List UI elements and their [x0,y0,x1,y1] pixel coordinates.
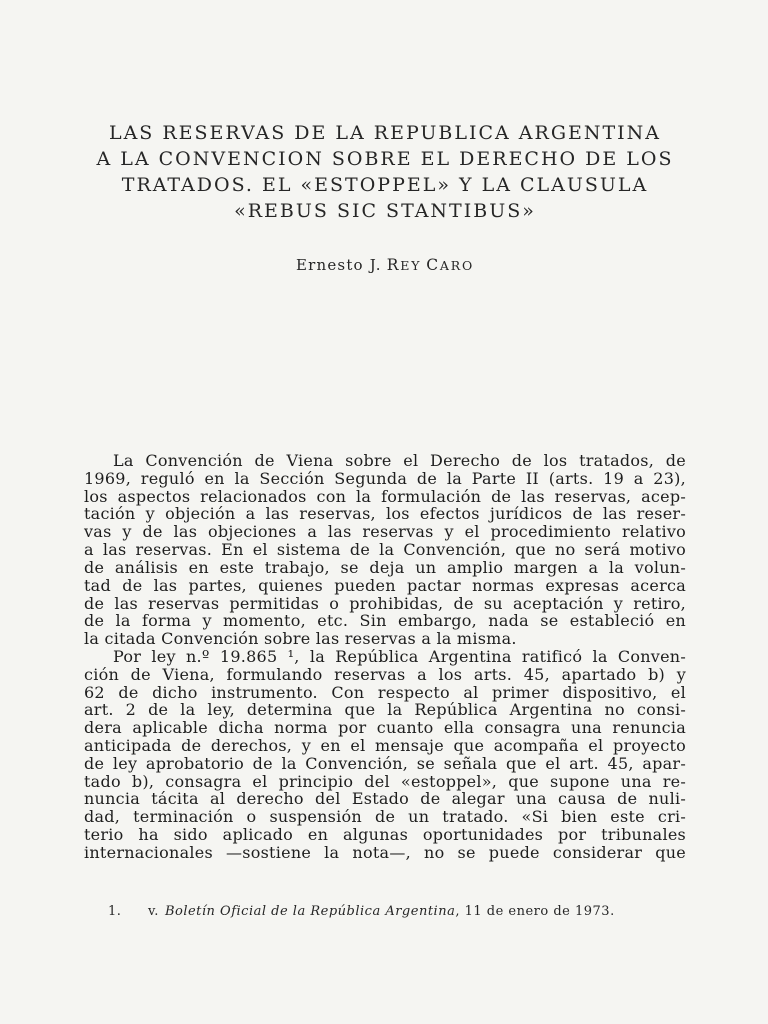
body-line [84,630,686,648]
footnote-details: , 11 de enero de 1973. [455,904,615,919]
body-line-text: de la forma y momento, etc. Sin embargo, nada se estableció en [84,611,686,631]
title-line: LAS RESERVAS DE LA REPUBLICA ARGENTINA [108,122,662,144]
body-line-text: de las reservas permitidas o prohibidas, de su aceptación y retiro, [84,593,686,613]
author-surname-word: CARO [426,256,475,274]
author-byline [84,255,686,275]
body-line-text: nuncia tácita al derecho del Estado de alegar una causa de nuli- [84,789,686,809]
article-body [84,452,686,862]
body-line-text: vas y de las objeciones a las reservas y el procedimiento relativo [84,522,686,542]
body-line-text: Por ley n.º 19.865 ¹, la República Argentina ratificó la Conven- [113,646,686,666]
body-line [84,719,686,737]
body-line [84,505,686,523]
body-line [84,755,686,773]
body-line-text: de ley aprobatorio de la Convención, se señala que el art. 45, apar- [84,753,686,773]
body-line [84,595,686,613]
body-line [84,701,686,719]
body-line [84,488,686,506]
footnote-number: 1. [108,904,122,919]
body-line-text: tación y objeción a las reservas, los efectos jurídicos de las reser- [84,504,686,524]
body-line-text: de análisis en este trabajo, se deja un amplio margen a la volun- [84,557,686,577]
footnote-source-title: Boletín Oficial de la República Argentina [164,904,456,919]
body-line-text: La Convención de Viena sobre el Derecho de los tratados, de [113,451,686,470]
body-line-text: los aspectos relacionados con la formulación de las reservas, acep- [84,486,686,506]
footnote [108,903,615,921]
paragraph [84,648,686,862]
body-line [84,737,686,755]
body-line [84,452,686,470]
body-line-text: la citada Convención sobre las reservas a la misma. [84,629,517,649]
body-line [84,826,686,844]
title-line: TRATADOS. EL «ESTOPPEL» Y LA CLAUSULA [121,174,649,196]
title-line: A LA CONVENCION SOBRE EL DERECHO DE LOS [96,148,674,170]
body-line-text: 1969, reguló en la Sección Segunda de la Parte II (arts. 19 a 23), [84,468,686,488]
body-line-text: terio ha sido aplicado en algunas oportunidades por tribunales [84,825,686,845]
body-line [84,523,686,541]
body-line-text: tad de las partes, quienes pueden pactar normas expresas acerca [84,575,686,595]
body-line [84,577,686,595]
footnote-prefix: v. [148,904,159,919]
body-line [84,808,686,826]
body-line-text: ción de Viena, formulando reservas a los arts. 45, apartado b) y [84,664,686,684]
body-line [84,470,686,488]
paragraph [84,452,686,648]
body-line-text: a las reservas. En el sistema de la Convención, que no será motivo [84,540,686,560]
body-line [84,541,686,559]
body-line [84,612,686,630]
body-line [84,666,686,684]
article-title [84,120,686,224]
body-line [84,559,686,577]
body-line-text: 62 de dicho instrumento. Con respecto al primer dispositivo, el [84,682,686,702]
body-line-text: anticipada de derechos, y en el mensaje que acompaña el proyecto [84,736,686,755]
body-line [84,773,686,791]
author-given-names: Ernesto J. [295,256,382,274]
author-surname-word: REY [386,256,422,274]
title-line: «REBUS SIC STANTIBUS» [234,200,536,222]
body-line [84,790,686,808]
body-line [84,684,686,702]
body-line-text: art. 2 de la ley, determina que la República Argentina no consi- [84,700,686,720]
body-line-text: internacionales —sostiene la nota—, no se puede considerar que [84,842,686,862]
body-line-text: dad, terminación o suspensión de un tratado. «Si bien este cri- [84,807,686,827]
body-line-text: dera aplicable dicha norma por cuanto ella consagra una renuncia [84,718,686,738]
body-line-text: tado b), consagra el principio del «estoppel», que supone una re- [84,771,686,791]
body-line [84,844,686,862]
body-line [84,648,686,666]
